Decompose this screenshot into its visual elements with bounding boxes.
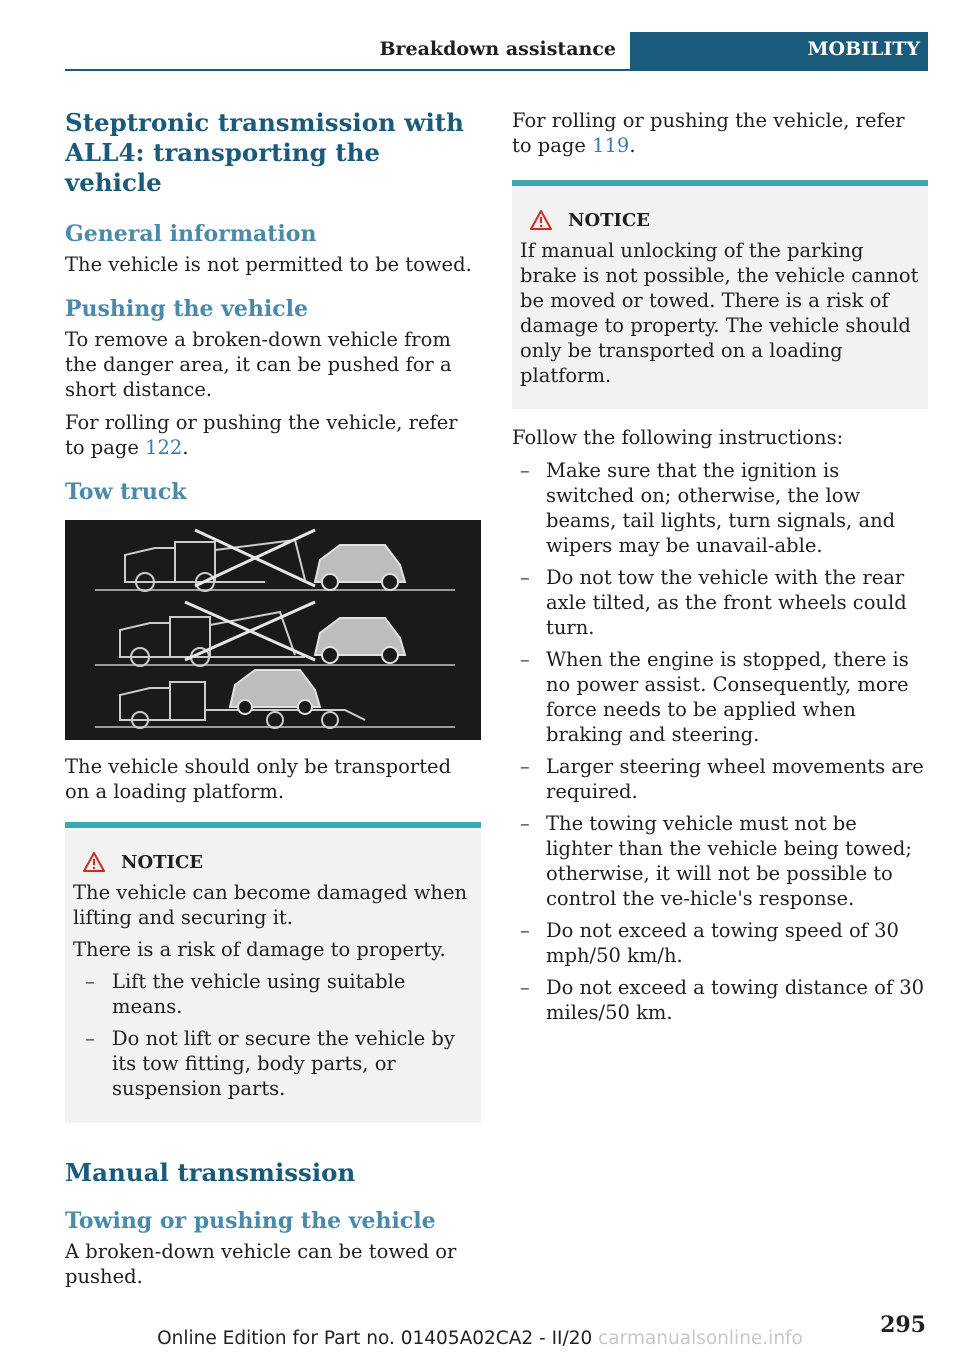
notice-list [73, 969, 473, 1101]
right-column [512, 108, 928, 1033]
notice-text-2: There is a risk of damage to property. [73, 938, 446, 961]
header-section-title: Breakdown assistance [379, 38, 616, 60]
towing-pushing-heading: Towing or pushing the vehicle [65, 1208, 436, 1234]
notice-label: NOTICE [568, 209, 650, 231]
pushing-vehicle-heading: Pushing the vehicle [65, 296, 309, 322]
notice-box-right [512, 180, 928, 409]
tow-truck-illustration [65, 520, 481, 740]
list-item: – When the engine is stopped, there is no power assist. Consequently, more force needs to be applied when braking and steering. [512, 647, 928, 747]
watermark: carmanualsonline.info [598, 1328, 803, 1349]
edition-footer: Online Edition for Part no. 01405A02CA2 - II/20 carmanualsonline.info [157, 1328, 803, 1349]
notice-box-left [65, 822, 481, 1123]
page-link-119[interactable]: 119 [592, 134, 630, 157]
list-item: – Lift the vehicle using suitable means. [73, 969, 473, 1019]
list-item: – Do not tow the vehicle with the rear axle tilted, as the front wheels could turn. [512, 565, 928, 640]
header-chapter-tab: MOBILITY [630, 32, 928, 71]
notice-header [73, 850, 473, 874]
general-information-text: The vehicle is not permitted to be towed. [65, 253, 472, 276]
list-item: – The towing vehicle must not be lighter than the vehicle being towed; otherwise, it will not be possible to control the ve‐hicle's response. [512, 811, 928, 911]
refer-paragraph-left: For rolling or pushing the vehicle, refer to page 122. [65, 411, 458, 459]
header-rule [65, 69, 928, 71]
page-number: 295 [880, 1312, 926, 1338]
notice-text-1: The vehicle can become damaged when lifting and securing it. [73, 881, 468, 929]
tow-truck-heading: Tow truck [65, 479, 187, 505]
list-item: – Do not exceed a towing speed of 30 mph/50 km/h. [512, 918, 928, 968]
notice-label: NOTICE [121, 851, 203, 873]
section-title: Steptronic transmission with ALL4: transporting the vehicle [65, 108, 464, 197]
manual-transmission-heading: Manual transmission [65, 1158, 356, 1187]
list-item: – Make sure that the ignition is switched on; otherwise, the low beams, tail lights, turn signals, and wipers may be unavail‐able. [512, 458, 928, 558]
towing-pushing-text: A broken-down vehicle can be towed or pushed. [65, 1240, 457, 1288]
page-header [65, 32, 928, 71]
notice-text: If manual unlocking of the parking brake is not possible, the vehicle cannot be moved or towed. There is a risk of damage to property. The vehicle should only be transported on a loading platform. [520, 239, 919, 387]
warning-triangle-icon [83, 852, 105, 872]
follow-instructions-text: Follow the following instructions: [512, 426, 844, 449]
list-item: – Do not lift or secure the vehicle by its tow fitting, body parts, or suspension parts. [73, 1026, 473, 1101]
refer-paragraph-right: For rolling or pushing the vehicle, refer to page 119. [512, 109, 905, 157]
platform-text: The vehicle should only be transported on a loading platform. [65, 755, 452, 803]
pushing-vehicle-text: To remove a broken-down vehicle from the danger area, it can be pushed for a short distance. [65, 328, 452, 401]
warning-triangle-icon [530, 210, 552, 230]
list-item: – Do not exceed a towing distance of 30 miles/50 km. [512, 975, 928, 1025]
instructions-list [512, 458, 928, 1025]
notice-header [520, 208, 920, 232]
page-link-122[interactable]: 122 [145, 436, 183, 459]
left-column [65, 108, 481, 1297]
list-item: – Larger steering wheel movements are required. [512, 754, 928, 804]
general-information-heading: General information [65, 221, 317, 247]
